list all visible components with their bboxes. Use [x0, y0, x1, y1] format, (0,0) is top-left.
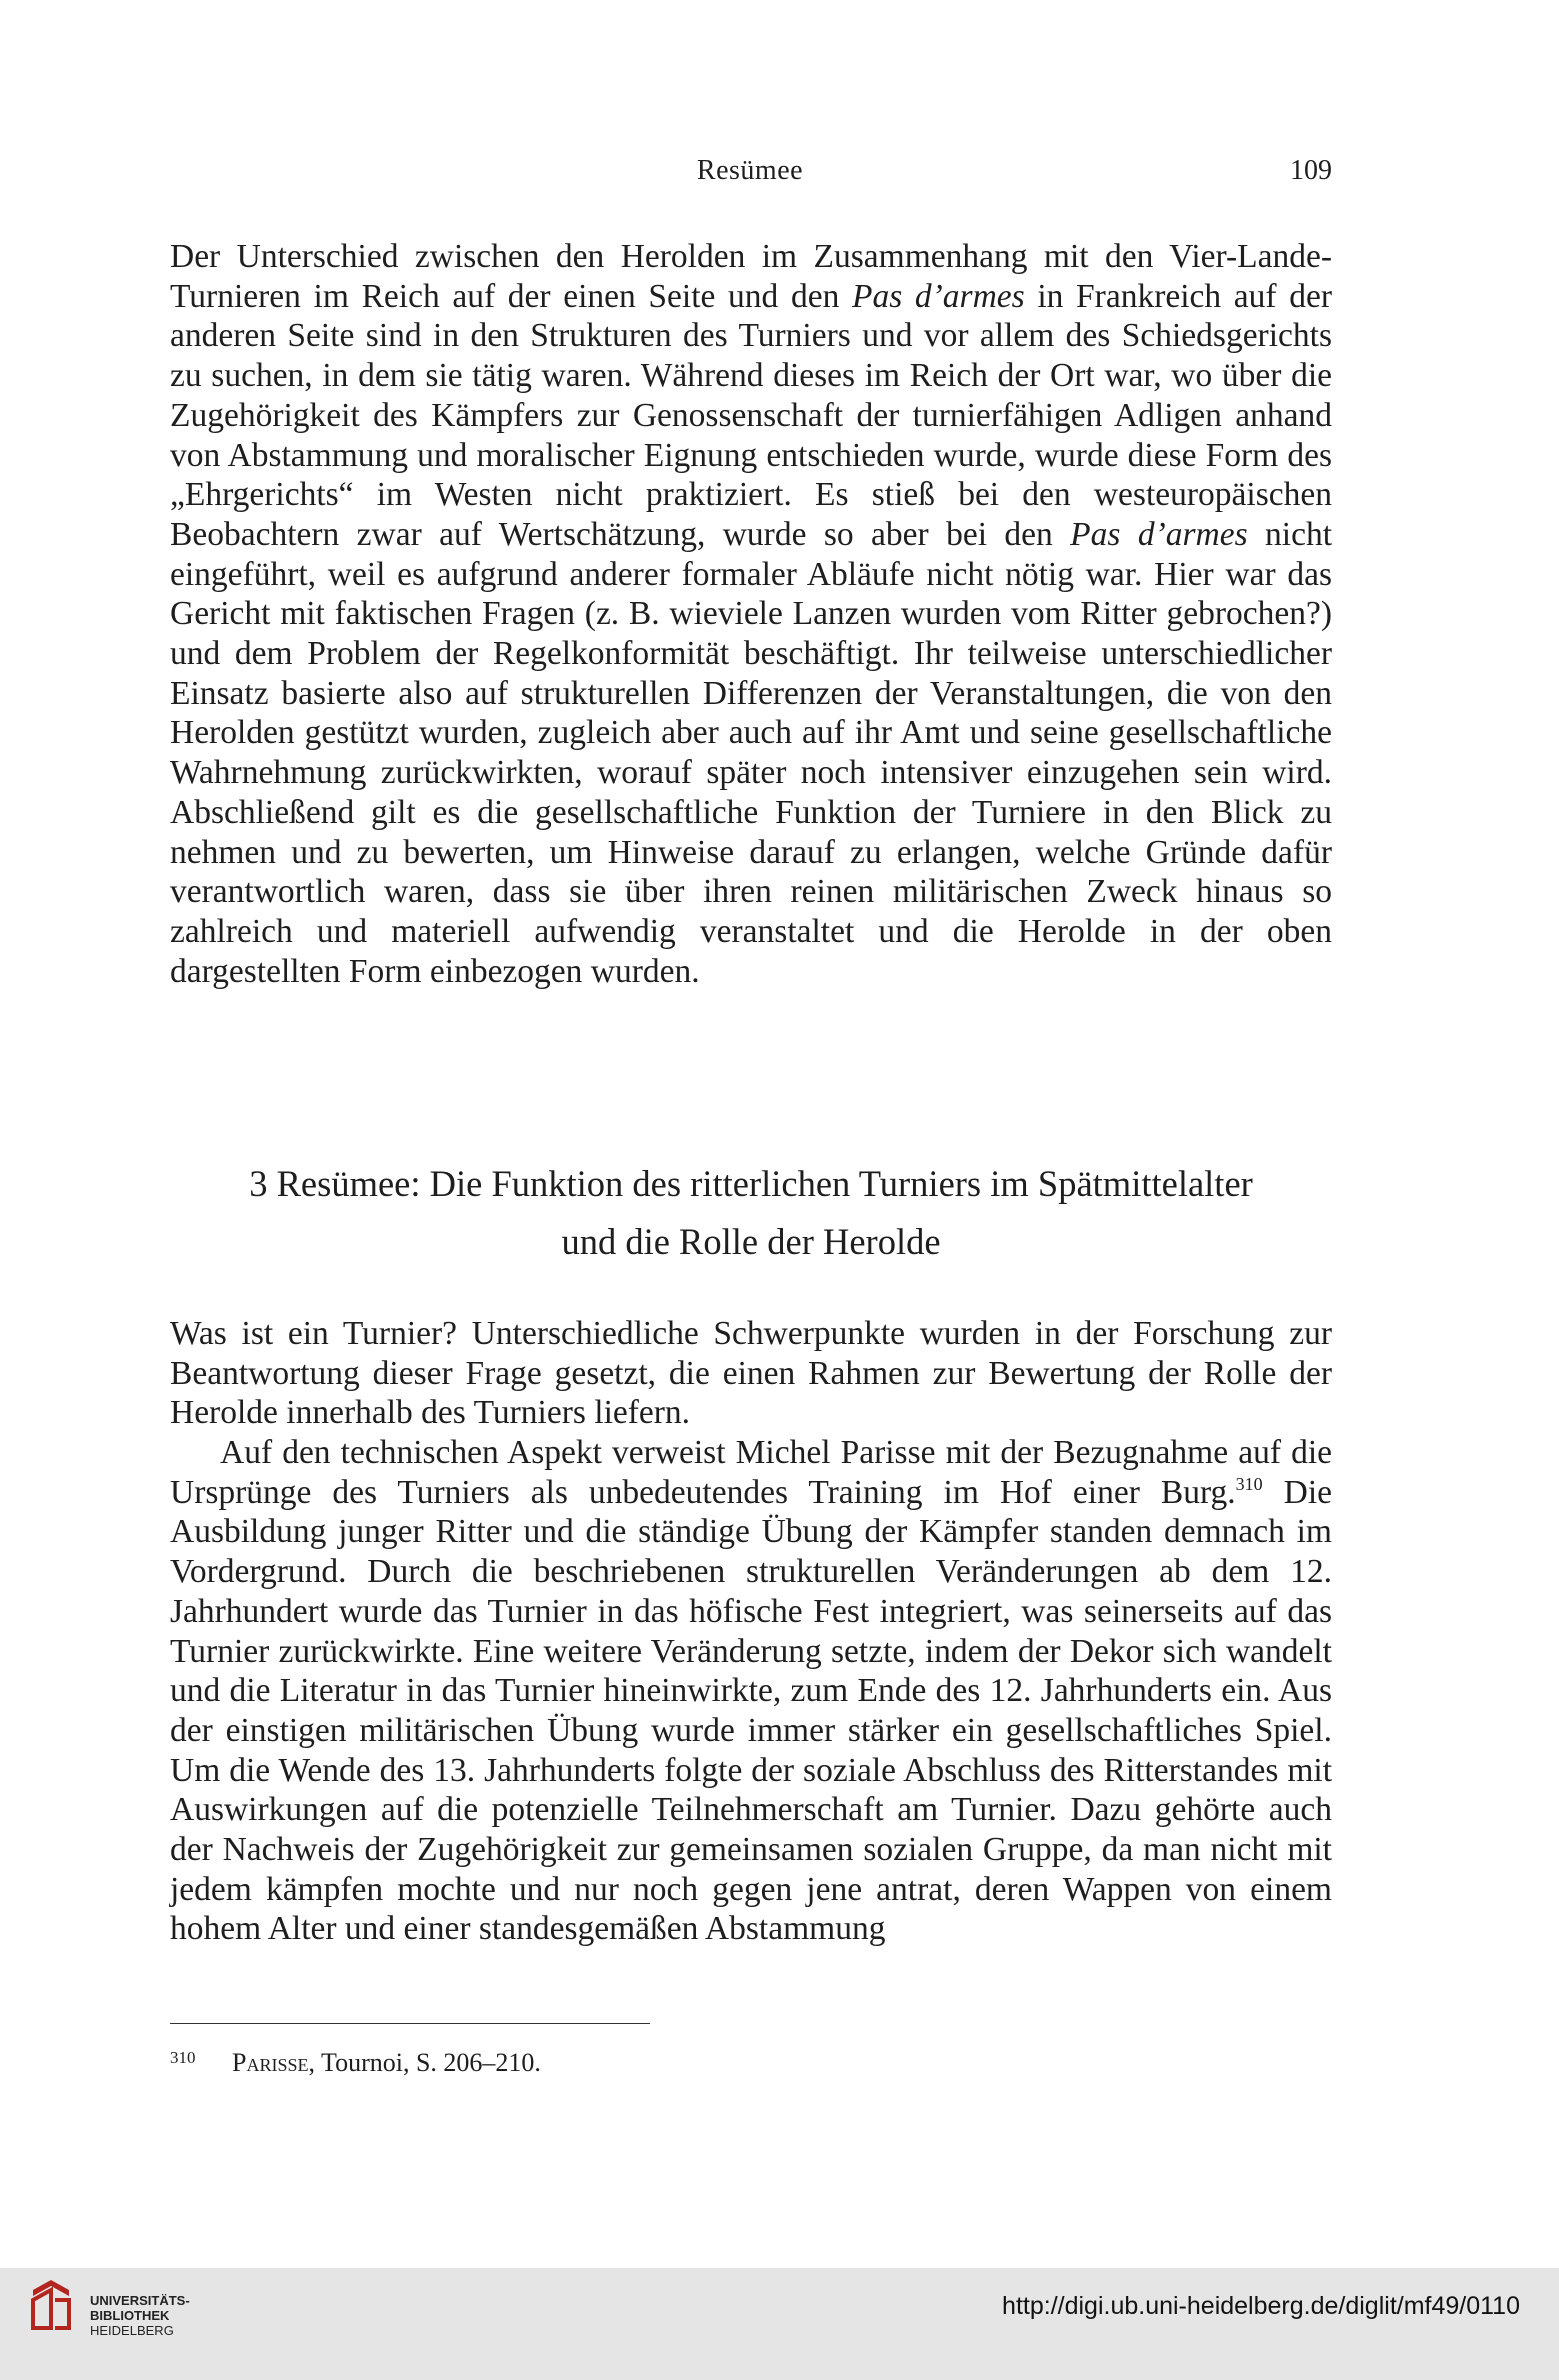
logo-line: HEIDELBERG	[90, 2323, 174, 2338]
section-heading-line2: und die Rolle der Herolde	[561, 1221, 941, 1262]
italic-term: Pas d’armes	[1070, 515, 1248, 553]
running-head: Resümee	[696, 155, 804, 186]
footnote-author: Parisse	[232, 2048, 309, 2077]
footnote	[170, 2042, 541, 2079]
logo-line: UNIVERSITÄTS-	[90, 2293, 190, 2308]
italic-term: Pas d’armes	[851, 277, 1025, 315]
paragraph-text: Die Ausbildung junger Ritter und die ständige Übung der Kämpfer standen demnach im Vordergrund. Durch die beschriebenen strukturellen Veränderungen ab dem 12. Jahrhundert wurde das Turnier in das höfische Fest integriert, was seinerseits auf das Turnier zurückwirkte. Eine weitere Veränderung setzte, indem der Dekor sich wandelt und die Literatur in das Turnier hineinwirkte, zum Ende des 12. Jahrhunderts ein. Aus der einstigen militärischen Übung wurde immer stärker ein gesellschaftliches Spiel. Um die Wende des 13. Jahrhunderts folgte der soziale Abschluss des Ritterstandes mit Auswirkungen auf die potenzielle Teilnehmerschaft am Turnier. Dazu gehörte auch der Nachweis der Zugehörigkeit zur gemeinsamen sozialen Gruppe, da man nicht mit jedem kämpfen mochte und nur noch gegen jene antrat, deren Wappen von einem hohem Alter und einer standesgemäßen Abstammung	[170, 1473, 1332, 1948]
footnote-text: , Tournoi, S. 206–210.	[308, 2048, 541, 2077]
footnote-number: 310	[170, 2048, 196, 2067]
logo-line: BIBLIOTHEK	[90, 2308, 170, 2323]
footnote-reference[interactable]: 310	[1235, 1473, 1263, 1494]
paragraph-text: Der Unterschied zwischen den Herolden im Zusammenhang mit den Vier-Lande-Turnieren im Reich auf der einen Seite und den	[170, 238, 1332, 315]
footnote-divider	[170, 2023, 650, 2024]
body-paragraph	[170, 1433, 1332, 1949]
body-paragraph	[170, 237, 1332, 991]
paragraph-text: Auf den technischen Aspekt verweist Michel Parisse mit der Bezugnahme auf die Ursprünge des Turniers als unbedeutendes Training im Hof einer Burg.	[170, 1434, 1332, 1511]
paragraph-text: in Frankreich auf der anderen Seite sind in den Strukturen des Turniers und vor allem des Schiedsgerichts zu suchen, in dem sie tätig waren. Während dieses im Reich der Ort war, wo über die Zugehörigkeit des Kämpfers zur Genossenschaft der turnierfähigen Adligen anhand von Abstammung und moralischer Eignung entschieden wurde, wurde diese Form des „Ehrgerichts“ im Westen nicht praktiziert. Es stieß bei den westeuropäischen Beobachtern zwar auf Wertschätzung, wurde so aber bei den	[170, 277, 1333, 553]
library-logo-text	[90, 2293, 190, 2338]
body-paragraph: Was ist ein Turnier? Unterschiedliche Schwerpunkte wurden in der Forschung zur Beantwortung dieser Frage gesetzt, die einen Rahmen zur Bewertung der Rolle der Herolde innerhalb des Turniers liefern.	[170, 1315, 1332, 1432]
page-number: 109	[1290, 155, 1332, 186]
library-logo-icon	[27, 2276, 75, 2332]
permalink-url[interactable]: http://digi.ub.uni-heidelberg.de/diglit/mf49/0110	[1002, 2292, 1520, 2320]
viewer-footer-bar	[0, 2268, 1559, 2380]
section-heading-line1: 3 Resümee: Die Funktion des ritterlichen Turniers im Spätmittelalter	[249, 1163, 1253, 1204]
section-heading	[170, 1155, 1332, 1271]
paragraph-text: nicht eingeführt, weil es aufgrund anderer formaler Abläufe nicht nötig war. Hier war das Gericht mit faktischen Fragen (z. B. wieviele Lanzen wurden vom Ritter gebrochen?) und dem Problem der Regelkonformität beschäftigt. Ihr teilweise unterschiedlicher Einsatz basierte also auf strukturellen Differenzen der Veranstaltungen, die von den Herolden gestützt wurden, zugleich aber auch auf ihr Amt und seine gesellschaftliche Wahrnehmung zurückwirkten, worauf später noch intensiver einzugehen sein wird. Abschließend gilt es die gesellschaftliche Funktion der Turniere in den Blick zu nehmen und zu bewerten, um Hinweise darauf zu erlangen, welche Gründe dafür verantwortlich waren, dass sie über ihren reinen militärischen Zweck hinaus so zahlreich und materiell aufwendig veranstaltet und die Herolde in der oben dargestellten Form einbezogen wurden.	[170, 515, 1333, 990]
